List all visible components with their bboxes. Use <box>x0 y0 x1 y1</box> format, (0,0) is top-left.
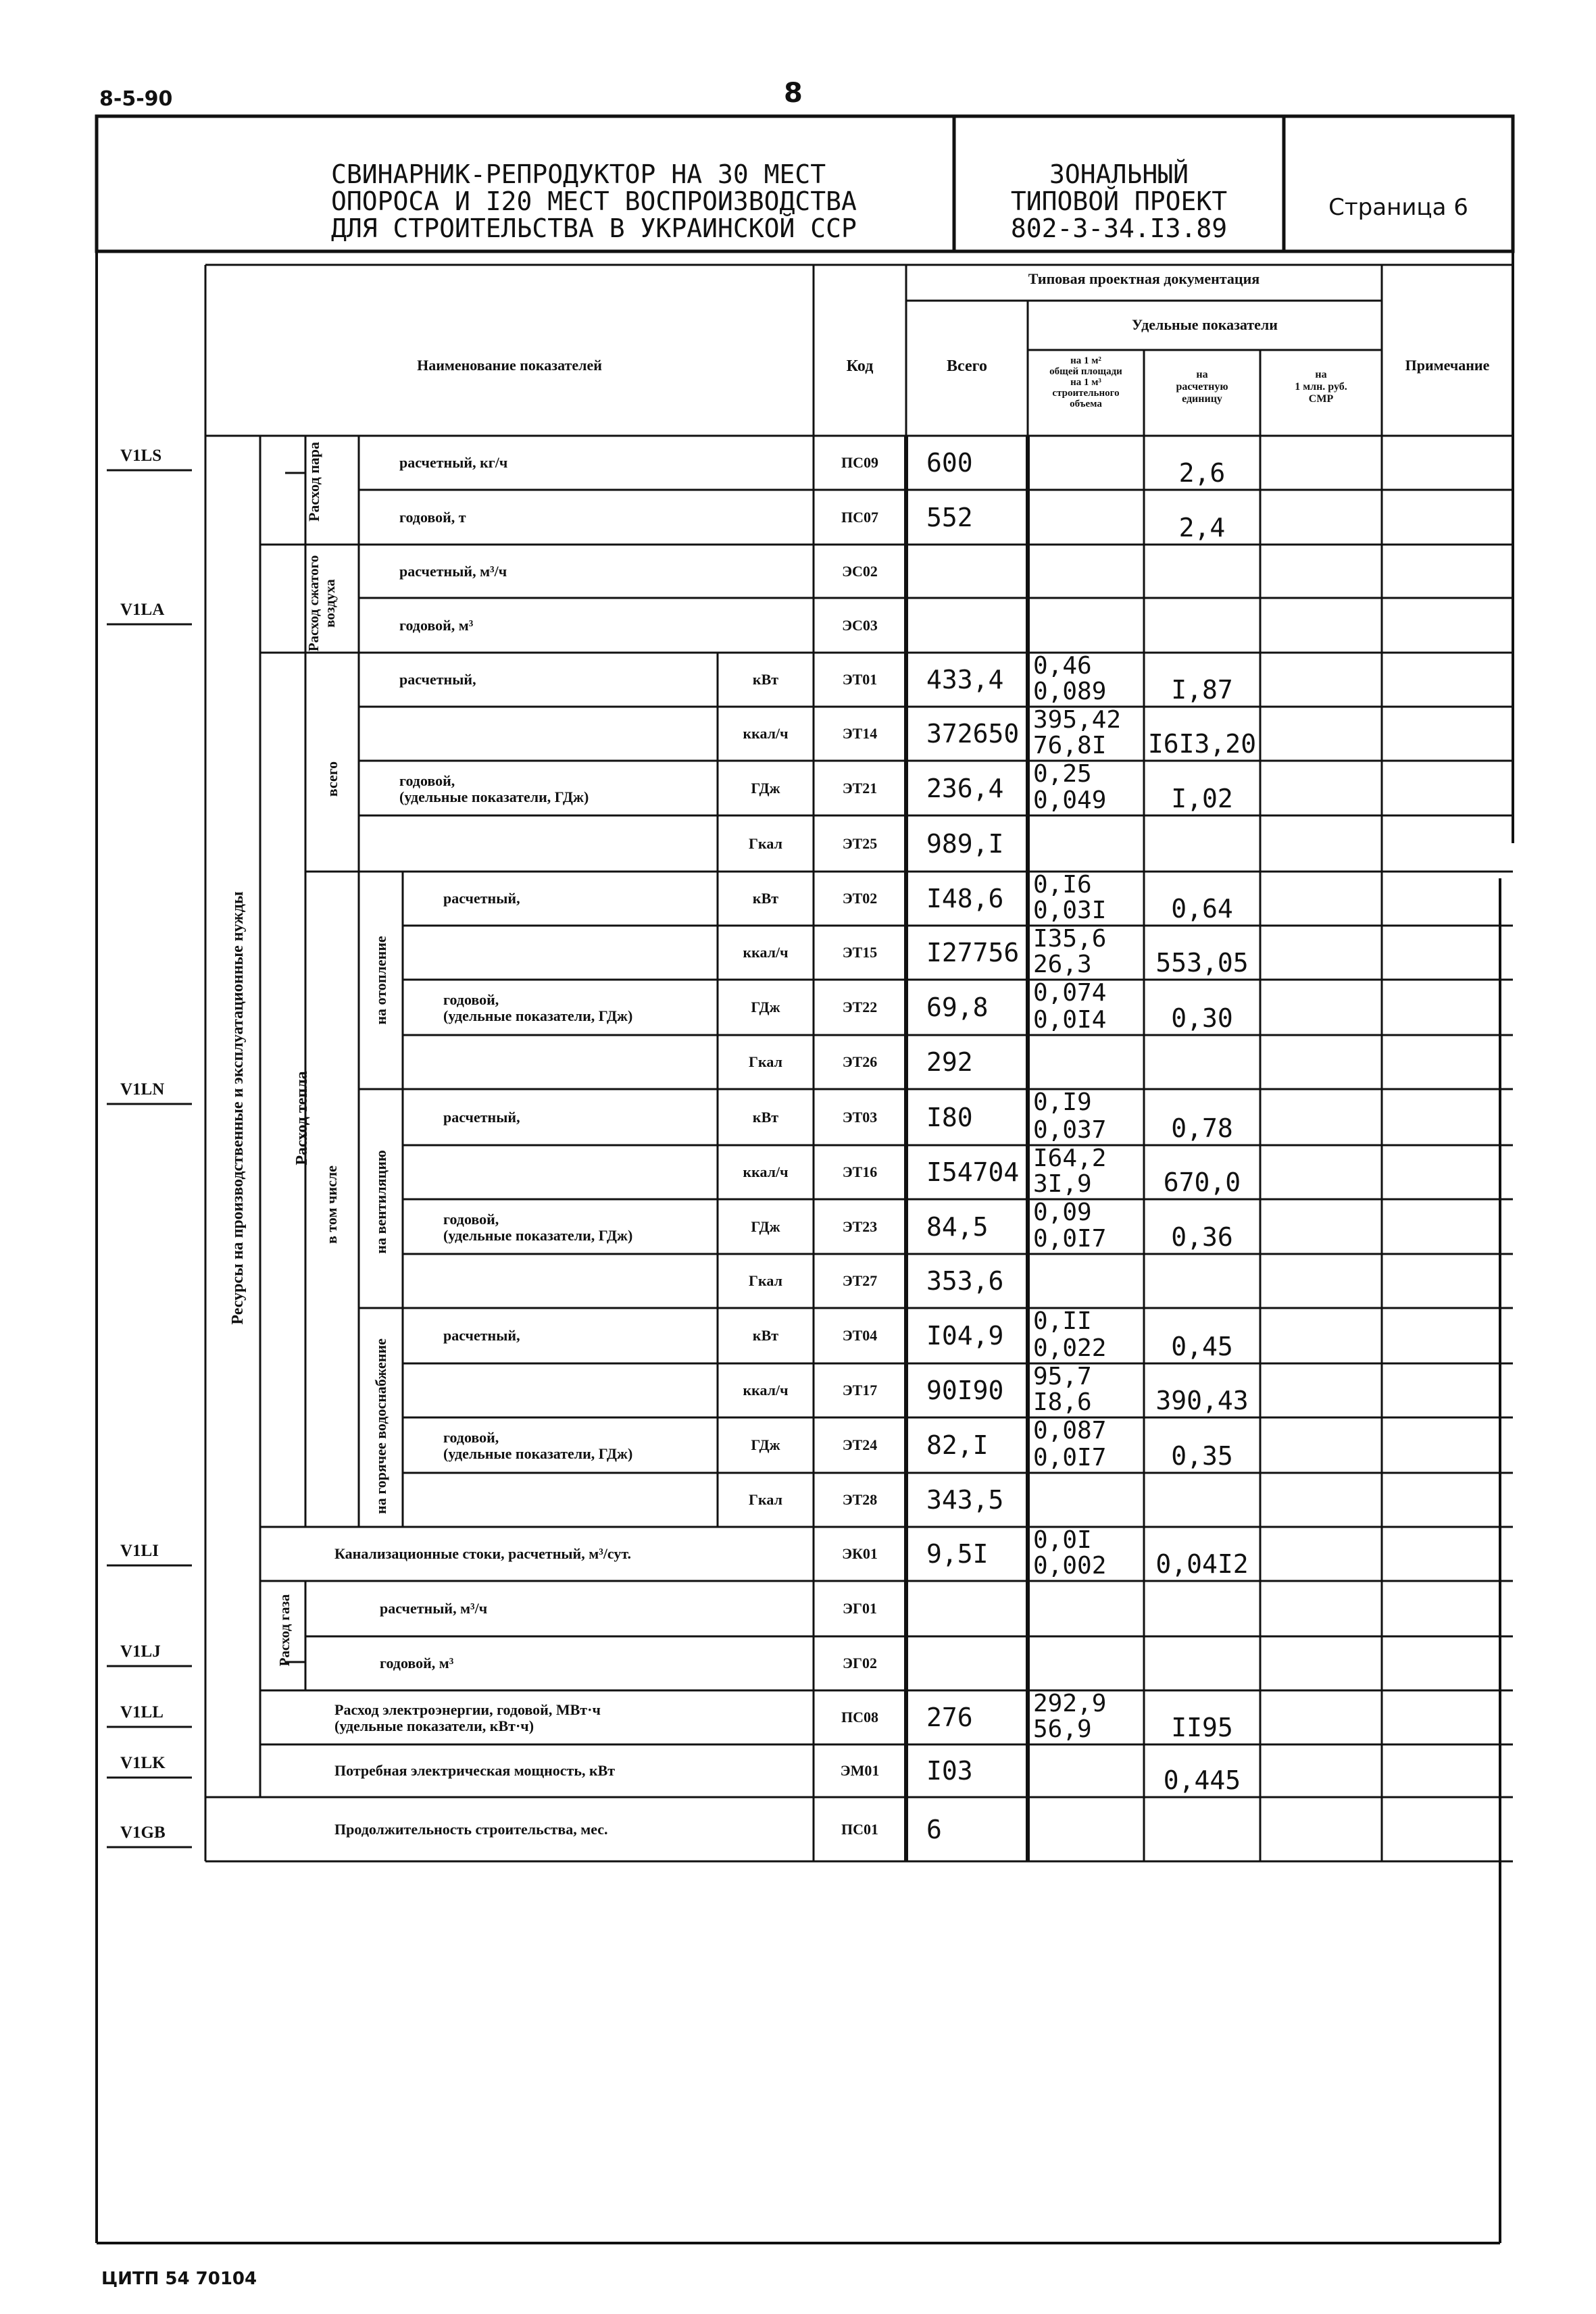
row-name-sub: (удельные показатели, кВт·ч) <box>334 1717 534 1734</box>
title-line: СВИНАРНИК-РЕПРОДУКТОР НА 30 МЕСТ <box>331 159 826 189</box>
group-air-label: Расход сжатого воздуха <box>305 555 338 652</box>
row-per-m2-b: 76,8I <box>1033 732 1107 759</box>
row-name: расчетный, м³/ч <box>399 562 507 580</box>
row-code: ЭТ03 <box>842 1108 878 1126</box>
row-per-unit: 0,04I2 <box>1155 1549 1249 1579</box>
row-per-m2: I35,6 <box>1033 925 1107 953</box>
margin-code: V1LN <box>120 1080 165 1099</box>
row-per-m2: 0,25 <box>1033 760 1092 788</box>
row-total: 84,5 <box>926 1211 989 1242</box>
title-line: ОПОРОСА И I20 МЕСТ ВОСПРОИЗВОДСТВА <box>331 186 857 216</box>
row-per-unit: I,02 <box>1171 784 1233 813</box>
row-total: I27756 <box>926 938 1020 967</box>
project-line: 802-3-34.I3.89 <box>1010 213 1228 243</box>
row-per-unit: 0,78 <box>1171 1113 1233 1143</box>
col-specific-header: Удельные показатели <box>1132 316 1278 333</box>
row-code: ЭТ28 <box>842 1491 878 1508</box>
row-code: ЭТ23 <box>842 1217 878 1235</box>
col-per-unit-header <box>1144 369 1260 405</box>
col-note-header: Примечание <box>1405 357 1490 374</box>
row-unit: Гкал <box>749 834 782 852</box>
header-title <box>331 161 857 242</box>
row-total: 343,5 <box>926 1485 1004 1515</box>
row-total: 276 <box>926 1703 973 1732</box>
row-total: 69,8 <box>926 992 989 1022</box>
row-code: ЭТ15 <box>842 944 878 961</box>
row-per-m2-b: 0,089 <box>1033 678 1107 705</box>
row-per-m2-b: I8,6 <box>1033 1388 1092 1416</box>
row-name: годовой, м³ <box>399 616 474 634</box>
group-hot-water-label: на горячее водоснабжение <box>372 1338 389 1514</box>
row-total: I54704 <box>926 1157 1020 1187</box>
row-unit: ГДж <box>751 779 780 797</box>
row-code: ЭК01 <box>842 1545 878 1562</box>
row-per-m2: 292,9 <box>1033 1690 1107 1717</box>
row-per-unit: I6I3,20 <box>1147 729 1257 759</box>
row-name: годовой, м³ <box>380 1655 454 1671</box>
header-line: объема <box>1070 399 1102 409</box>
group-ventilation-label: на вентиляцию <box>372 1150 389 1254</box>
group-steam-label: Расход пара <box>305 442 322 522</box>
row-code: ПС01 <box>841 1820 878 1838</box>
row-per-unit: 2,6 <box>1178 458 1226 488</box>
row-per-unit: 390,43 <box>1155 1386 1249 1415</box>
row-unit: кВт <box>752 1108 779 1126</box>
row-per-m2: 0,II <box>1033 1307 1092 1335</box>
margin-code: V1LI <box>120 1542 159 1560</box>
row-per-unit: 0,30 <box>1171 1003 1233 1033</box>
row-total: 600 <box>926 448 973 478</box>
title-line: ДЛЯ СТРОИТЕЛЬСТВА В УКРАИНСКОЙ ССР <box>331 213 857 243</box>
group-heat-label: Расход тепла <box>293 1071 311 1165</box>
header-line: строительного <box>1052 388 1120 399</box>
row-total: 552 <box>926 502 973 532</box>
row-code: ЭТ26 <box>842 1053 878 1070</box>
row-unit: кВт <box>752 671 779 688</box>
header-line: общей площади <box>1049 366 1122 377</box>
row-per-m2: 95,7 <box>1033 1363 1092 1390</box>
row-per-m2: 0,0I <box>1033 1526 1092 1554</box>
row-per-m2-b: 3I,9 <box>1033 1170 1092 1198</box>
col-typical-header: Типовая проектная документация <box>1028 270 1260 287</box>
group-incl-label: в том числе <box>323 1165 340 1244</box>
row-per-m2: 395,42 <box>1033 706 1122 734</box>
row-unit: ккал/ч <box>743 1382 789 1399</box>
row-name: расчетный, <box>443 890 520 907</box>
row-unit: кВт <box>752 890 779 907</box>
row-name-sub: (удельные показатели, ГДж) <box>399 788 589 805</box>
row-name: годовой, <box>399 772 455 789</box>
group-resources-label: Ресурсы на производственные и эксплуатационные нужды <box>229 891 247 1325</box>
row-code: ЭГ02 <box>843 1655 877 1671</box>
group-gas-label: Расход газа <box>276 1594 293 1667</box>
row-total: 372650 <box>926 719 1020 749</box>
row-code: ЭТ24 <box>842 1436 878 1453</box>
row-name: годовой, <box>443 991 499 1008</box>
row-per-unit: 0,45 <box>1171 1332 1233 1361</box>
row-unit: ккал/ч <box>743 725 789 742</box>
group-total-label: всего <box>324 761 341 797</box>
row-per-m2-b: 0,022 <box>1033 1334 1107 1362</box>
row-per-unit: 0,64 <box>1171 894 1233 924</box>
row-per-m2-b: 0,037 <box>1033 1116 1107 1144</box>
row-code: ЭМ01 <box>840 1762 880 1779</box>
row-per-unit: II95 <box>1171 1713 1233 1742</box>
row-name: Потребная электрическая мощность, кВт <box>334 1762 616 1779</box>
header-line: на <box>1196 369 1208 380</box>
row-code: ЭГ01 <box>843 1600 877 1617</box>
row-per-m2: 0,I6 <box>1033 871 1092 899</box>
row-name: расчетный, м³/ч <box>380 1600 488 1617</box>
row-per-m2-b: 56,9 <box>1033 1715 1092 1743</box>
margin-code: V1LA <box>120 601 165 619</box>
row-name: годовой, т <box>399 508 466 526</box>
row-per-m2-b: 0,03I <box>1033 897 1107 924</box>
row-total: 90I90 <box>926 1376 1004 1405</box>
col-per-m2-header <box>1028 355 1144 409</box>
row-name: расчетный, <box>443 1108 520 1126</box>
row-unit: ГДж <box>751 1436 780 1453</box>
row-per-unit: 0,445 <box>1163 1765 1241 1795</box>
row-total: I03 <box>926 1756 973 1786</box>
row-name-sub: (удельные показатели, ГДж) <box>443 1226 633 1244</box>
row-name: Канализационные стоки, расчетный, м³/сут. <box>334 1545 632 1562</box>
header-line: на 1 м³ <box>1070 377 1101 388</box>
row-code: ЭТ14 <box>842 725 878 742</box>
footer-code: ЦИТП 54 70104 <box>101 2269 257 2289</box>
row-name: годовой, <box>443 1429 499 1446</box>
row-unit: ГДж <box>751 1217 780 1235</box>
row-code: ПС09 <box>841 454 878 471</box>
row-total: 433,4 <box>926 665 1004 695</box>
row-name-sub: (удельные показатели, ГДж) <box>443 1445 633 1462</box>
margin-code: V1LL <box>120 1703 164 1721</box>
header-line: единицу <box>1182 393 1222 405</box>
project-line: ТИПОВОЙ ПРОЕКТ <box>1010 186 1228 216</box>
row-per-unit: 553,05 <box>1155 948 1249 978</box>
col-total-header: Всего <box>947 357 987 375</box>
row-per-m2-b: 0,002 <box>1033 1552 1107 1580</box>
group-heating-label: на отопление <box>372 936 389 1025</box>
margin-code: V1LK <box>120 1754 166 1772</box>
row-per-unit: 2,4 <box>1178 513 1226 543</box>
header-project <box>954 161 1284 242</box>
header-line: на 1 м² <box>1070 355 1101 366</box>
row-per-m2-b: 0,0I4 <box>1033 1006 1107 1034</box>
col-name-header: Наименование показателей <box>417 357 602 374</box>
col-per-mln-header <box>1260 369 1382 405</box>
row-per-unit: 0,35 <box>1171 1441 1233 1471</box>
row-unit: ккал/ч <box>743 944 789 961</box>
row-name: Расход электроэнергии, годовой, МВт·ч <box>334 1701 601 1718</box>
row-per-m2: 0,074 <box>1033 979 1107 1007</box>
row-name: годовой, <box>443 1210 499 1228</box>
row-code: ЭТ17 <box>842 1382 878 1399</box>
row-total: 9,5I <box>926 1539 989 1569</box>
margin-code: V1LJ <box>120 1642 161 1661</box>
row-total: I80 <box>926 1102 973 1132</box>
row-unit: кВт <box>752 1327 779 1344</box>
row-code: ЭС02 <box>842 562 878 580</box>
row-unit: ГДж <box>751 999 780 1015</box>
row-per-m2: 0,09 <box>1033 1199 1092 1226</box>
row-code: ЭС03 <box>842 616 878 634</box>
row-per-m2: 0,46 <box>1033 652 1092 680</box>
row-code: ЭТ27 <box>842 1272 878 1289</box>
row-per-m2-b: 0,0I7 <box>1033 1444 1107 1472</box>
row-code: ЭТ04 <box>842 1327 878 1344</box>
row-total: 6 <box>926 1814 942 1844</box>
row-total: 989,I <box>926 828 1004 859</box>
row-unit: Гкал <box>749 1272 782 1289</box>
row-per-m2-b: 0,049 <box>1033 786 1107 814</box>
row-per-m2: I64,2 <box>1033 1145 1107 1172</box>
row-per-unit: 0,36 <box>1171 1222 1233 1252</box>
row-code: ПС07 <box>841 508 878 526</box>
margin-code: V1LS <box>120 447 162 465</box>
row-unit: Гкал <box>749 1491 782 1508</box>
row-name: расчетный, кг/ч <box>399 454 508 471</box>
row-code: ЭТ25 <box>842 834 878 852</box>
row-name-sub: (удельные показатели, ГДж) <box>443 1007 633 1024</box>
row-total: 353,6 <box>926 1266 1004 1296</box>
row-code: ПС08 <box>841 1709 878 1726</box>
row-total: 82,I <box>926 1430 989 1460</box>
row-unit: ккал/ч <box>743 1163 789 1180</box>
row-code: ЭТ16 <box>842 1163 878 1180</box>
header-line: расчетную <box>1176 381 1228 393</box>
row-name: Продолжительность строительства, мес. <box>334 1820 608 1838</box>
header-line: на <box>1315 369 1327 380</box>
row-total: I48,6 <box>926 884 1004 913</box>
row-per-m2: 0,087 <box>1033 1417 1107 1444</box>
page-number: 8 <box>784 78 803 109</box>
header-line: 1 млн. руб. <box>1295 381 1347 393</box>
row-total: 236,4 <box>926 773 1004 803</box>
row-code: ЭТ22 <box>842 999 878 1015</box>
row-code: ЭТ02 <box>842 890 878 907</box>
row-per-m2-b: 0,0I7 <box>1033 1225 1107 1253</box>
row-unit: Гкал <box>749 1053 782 1070</box>
row-per-unit: 670,0 <box>1163 1167 1241 1197</box>
row-code: ЭТ21 <box>842 779 878 797</box>
row-total: 292 <box>926 1047 973 1077</box>
row-per-unit: I,87 <box>1171 675 1233 705</box>
header-line: СМР <box>1308 393 1334 405</box>
row-total: I04,9 <box>926 1321 1004 1351</box>
margin-code: V1GB <box>120 1823 166 1842</box>
row-code: ЭТ01 <box>842 671 878 688</box>
row-name: расчетный, <box>443 1327 520 1344</box>
page-label: Страница 6 <box>1328 194 1468 221</box>
project-line: ЗОНАЛЬНЫЙ <box>1049 159 1189 189</box>
row-per-m2-b: 26,3 <box>1033 951 1092 978</box>
col-code-header: Код <box>846 357 874 375</box>
row-per-m2: 0,I9 <box>1033 1088 1092 1116</box>
doc-number: 8-5-90 <box>99 87 173 111</box>
row-name: расчетный, <box>399 671 476 688</box>
